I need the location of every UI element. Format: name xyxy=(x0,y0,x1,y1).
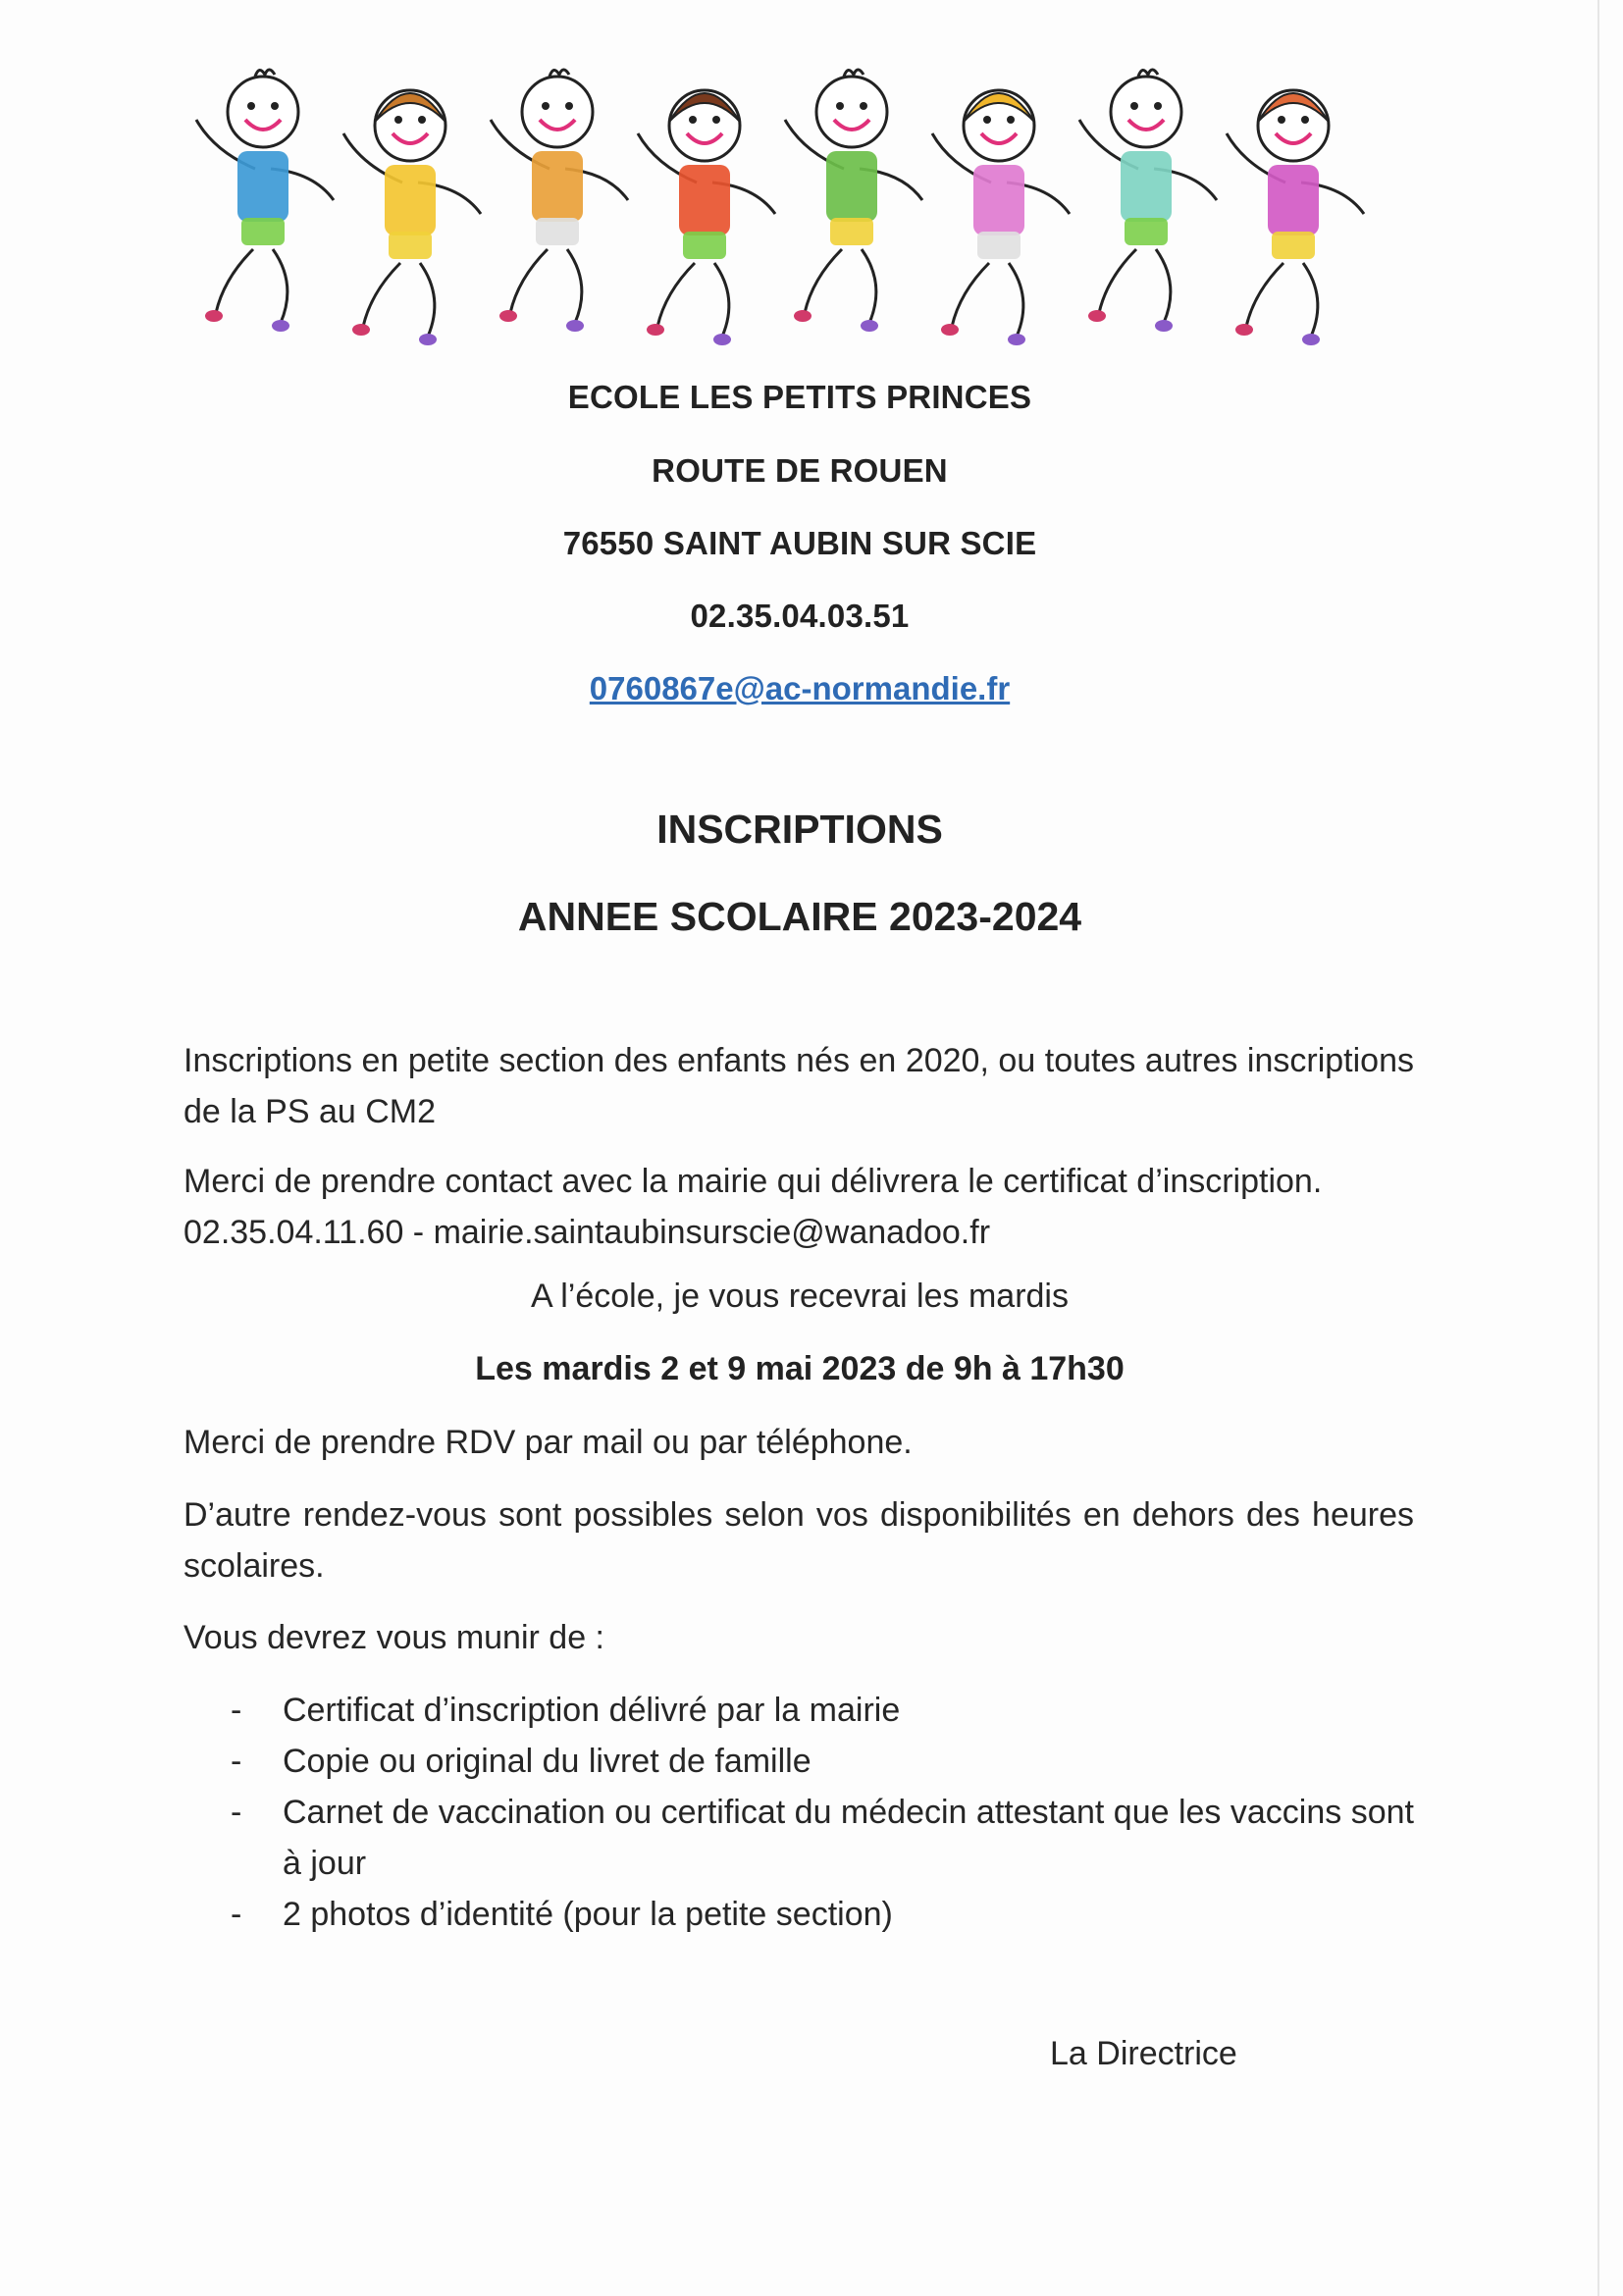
school-email-row xyxy=(0,670,1599,707)
list-item xyxy=(183,1736,1414,1787)
dash-bullet: - xyxy=(231,1896,242,1933)
school-name: ECOLE LES PETITS PRINCES xyxy=(567,379,1032,415)
school-street: ROUTE DE ROUEN xyxy=(652,452,948,489)
list-item xyxy=(183,1787,1414,1889)
list-item xyxy=(183,1889,1414,1940)
child-figure xyxy=(196,70,334,332)
dancing-children-drawing xyxy=(186,51,1413,365)
paragraph-reception: A l’école, je vous recevrai les mardis xyxy=(530,1278,1069,1315)
list-item-text: Certificat d’inscription délivré par la mairie xyxy=(283,1692,901,1729)
child-figure xyxy=(785,70,922,332)
child-figure xyxy=(638,90,775,345)
paragraph-documents-intro: Vous devrez vous munir de : xyxy=(183,1619,605,1656)
dash-bullet: - xyxy=(231,1794,242,1831)
paragraph-mairie xyxy=(183,1156,1414,1258)
child-figure xyxy=(1079,70,1217,332)
scan-edge xyxy=(1597,0,1599,2296)
mairie-contact-details: 02.35.04.11.60 - mairie.saintaubinsurscie@wanadoo.fr xyxy=(183,1214,991,1251)
school-phone: 02.35.04.03.51 xyxy=(690,598,910,634)
list-item-text: Carnet de vaccination ou certificat du médecin attestant que les vaccins sont à jour xyxy=(283,1794,1414,1882)
school-email-link[interactable]: 0760867e@ac-normandie.fr xyxy=(589,670,1011,706)
requirements-list xyxy=(183,1685,1414,1940)
child-figure xyxy=(1227,90,1364,345)
dash-bullet: - xyxy=(231,1743,242,1780)
reception-dates: Les mardis 2 et 9 mai 2023 de 9h à 17h30 xyxy=(475,1350,1125,1387)
title-school-year: ANNEE SCOLAIRE 2023-2024 xyxy=(517,894,1082,939)
mairie-contact-text: Merci de prendre contact avec la mairie qui délivrera le certificat d’inscription. xyxy=(183,1163,1323,1200)
list-item xyxy=(183,1685,1414,1736)
paragraph-appointment: Merci de prendre RDV par mail ou par téléphone. xyxy=(183,1424,913,1461)
list-item-text: Copie ou original du livret de famille xyxy=(283,1743,812,1780)
child-figure xyxy=(343,90,481,345)
list-item-text: 2 photos d’identité (pour la petite section) xyxy=(283,1896,893,1933)
child-figure xyxy=(491,70,628,332)
school-city: 76550 SAINT AUBIN SUR SCIE xyxy=(562,525,1037,561)
paragraph-enrolment: Inscriptions en petite section des enfants nés en 2020, ou toutes autres inscriptions de la PS au CM2 xyxy=(183,1042,1414,1130)
child-figure xyxy=(932,90,1070,345)
title-inscriptions: INSCRIPTIONS xyxy=(656,807,943,852)
dash-bullet: - xyxy=(231,1692,242,1729)
paragraph-other-appointments: D’autre rendez-vous sont possibles selon vos disponibilités en dehors des heures scolaires. xyxy=(183,1496,1414,1585)
signature: La Directrice xyxy=(1050,2035,1237,2072)
children-illustration xyxy=(186,51,1413,365)
